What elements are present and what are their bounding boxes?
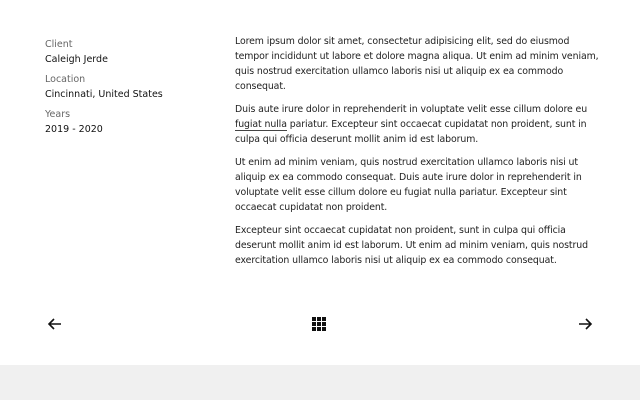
- arrow-left-icon: [45, 314, 65, 334]
- arrow-right-icon: [575, 314, 595, 334]
- client-value: Caleigh Jerde: [45, 54, 108, 65]
- project-meta: [45, 37, 215, 142]
- paragraph-4: Excepteur sint occaecat cupidatat non proident, sunt in culpa qui officia deserunt mollit anim id est laborum. Ut enim ad minim veniam, quis nostrud exercitation ullamco laboris nisi ut aliquip ex ea commodo consequat.: [235, 225, 588, 266]
- next-project-button[interactable]: [575, 314, 595, 334]
- grid-icon[interactable]: [312, 317, 328, 331]
- project-navigation: [0, 314, 640, 334]
- years-label: Years: [45, 109, 71, 120]
- paragraph-2: [235, 102, 600, 147]
- paragraph-2-end: pariatur. Excepteur sint occaecat cupidatat non proident, sunt in culpa qui officia deserunt mollit anim id est laborum.: [235, 119, 587, 145]
- project-description: [235, 34, 600, 276]
- years-value: 2019 - 2020: [45, 124, 103, 135]
- location-value: Cincinnati, United States: [45, 89, 163, 100]
- paragraph-3: Ut enim ad minim veniam, quis nostrud exercitation ullamco laboris nisi ut aliquip ex ea commodo consequat. Duis aute irure dolor in reprehenderit in voluptate velit esse cillum dolore eu fugiat nulla pariatur. Excepteur sint occaecat cupidatat non proident.: [235, 157, 582, 213]
- previous-project-button[interactable]: [45, 314, 65, 334]
- footer: [0, 365, 640, 400]
- client-label: Client: [45, 39, 73, 50]
- location-label: Location: [45, 74, 86, 85]
- paragraph-1: Lorem ipsum dolor sit amet, consectetur adipisicing elit, sed do eiusmod tempor incididunt ut labore et dolore magna aliqua. Ut enim ad minim veniam, quis nostrud exercitation ullamco laboris nisi ut aliquip ex ea commodo consequat.: [235, 36, 599, 92]
- paragraph-2-start: Duis aute irure dolor in reprehenderit in voluptate velit esse cillum dolore eu: [235, 104, 588, 115]
- fugiat-nulla-link[interactable]: fugiat nulla: [235, 119, 287, 130]
